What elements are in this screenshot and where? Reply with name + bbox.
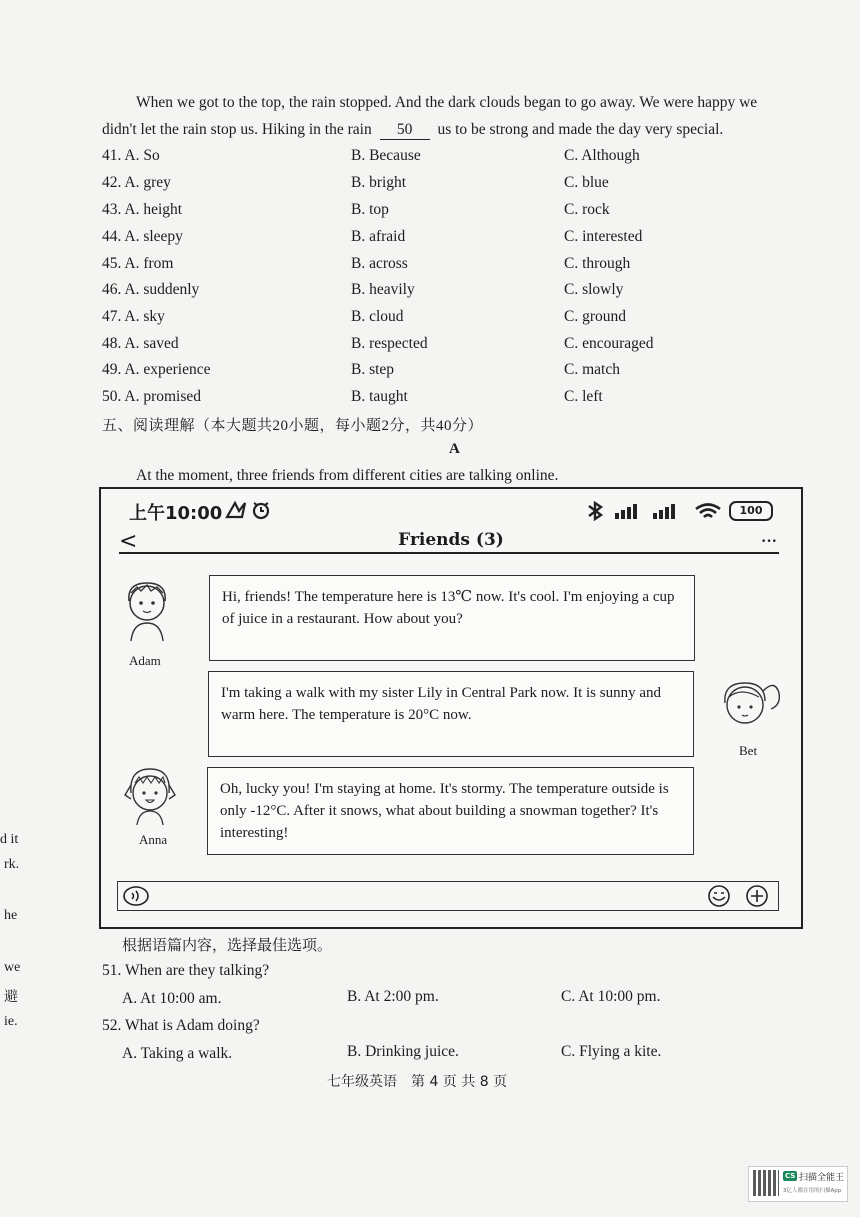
emoji-icon[interactable] [706,884,732,913]
option-b[interactable]: B. taught [351,388,408,405]
status-time: 上午10:00 [129,503,223,524]
option-row [102,174,802,200]
passage-line-2a: didn't let the rain stop us. Hiking in the rain [102,121,372,138]
voice-icon[interactable] [122,885,150,912]
option-a[interactable]: 45. A. from [102,255,174,272]
option-a[interactable]: 42. A. grey [102,174,171,191]
sender-name: Adam [129,653,161,668]
option-b[interactable]: B. step [351,361,395,378]
sender-name: Bet [739,743,758,758]
message-input-bar[interactable] [117,881,779,911]
option-row [102,361,802,387]
message-bubble: I'm taking a walk with my sister Lily in Central Park now. It is sunny and warm here. The temperature is 20°C now. [208,671,694,757]
blank-50: 50 [380,121,430,140]
edge-text: he [4,908,18,923]
passage-line-2b: us to be strong and made the day very special. [437,121,724,138]
chat-screenshot [99,487,803,929]
option-c[interactable]: C. match [564,361,620,378]
option-a[interactable]: 48. A. saved [102,335,179,352]
option-row [102,388,802,414]
section-title: 五、阅读理解（本大题共20小题，每小题2分，共40分） [102,418,484,434]
option-row [102,147,802,173]
option-b[interactable]: B. bright [351,174,407,191]
option-row [102,308,802,334]
option-c[interactable]: C. left [564,388,603,405]
avatar [121,579,173,648]
option-b[interactable]: B. afraid [351,228,406,245]
option-c[interactable]: C. Although [564,147,640,164]
message-bubble: Oh, lucky you! I'm staying at home. It's stormy. The temperature outside is only -12°C. After it snows, what about building a snowman together? It's interesting! [207,767,694,855]
option-row [102,201,802,227]
avatar [715,675,783,738]
plus-icon[interactable] [744,884,770,913]
answer-b[interactable]: B. At 2:00 pm. [347,988,439,1005]
option-a[interactable]: 44. A. sleepy [102,228,183,245]
page-footer: 七年级英语 第 4 页 共 8 页 [327,1074,508,1090]
back-button[interactable]: < [119,529,138,554]
option-a[interactable]: 47. A. sky [102,308,165,325]
answer-a[interactable]: A. Taking a walk. [122,1045,233,1062]
option-a[interactable]: 50. A. promised [102,388,202,405]
brand-sub: 3亿人都在用的扫描App [783,1188,842,1194]
answer-c[interactable]: C. At 10:00 pm. [561,988,661,1005]
title-divider [119,552,779,554]
part-label: A [449,441,460,457]
brand-logo: CS [785,1172,796,1180]
option-row [102,255,802,281]
scanner-watermark [748,1166,848,1202]
edge-text: ie. [4,1014,18,1029]
edge-text: rk. [4,857,20,872]
sender-name: Anna [139,832,168,847]
edge-text: we [4,960,21,975]
section-intro: At the moment, three friends from different cities are talking online. [136,467,559,484]
answer-a[interactable]: A. At 10:00 am. [122,990,222,1007]
brand-name: 扫描全能王 [799,1173,845,1183]
option-a[interactable]: 41. A. So [102,147,160,164]
option-c[interactable]: C. blue [564,174,609,191]
edge-text: d it [0,832,19,847]
message-bubble: Hi, friends! The temperature here is 13℃ now. It's cool. I'm enjoying a cup of juice in a restaurant. How about you? [209,575,695,661]
answer-c[interactable]: C. Flying a kite. [561,1043,662,1060]
question-51: 51. When are they talking? [102,962,270,979]
option-c[interactable]: C. ground [564,308,626,325]
option-b[interactable]: B. heavily [351,281,415,298]
option-c[interactable]: C. through [564,255,631,272]
option-b[interactable]: B. across [351,255,408,272]
option-b[interactable]: B. respected [351,335,428,352]
edge-text: 避 [4,990,18,1005]
option-c[interactable]: C. rock [564,201,610,218]
option-row [102,335,802,361]
option-row [102,281,802,307]
passage-text [102,89,814,143]
more-button[interactable]: ··· [761,533,778,550]
alarm-icon [225,499,271,526]
question-52: 52. What is Adam doing? [102,1017,260,1034]
answer-b[interactable]: B. Drinking juice. [347,1043,459,1060]
wifi-icon [693,500,723,527]
option-row [102,228,802,254]
instructions: 根据语篇内容，选择最佳选项。 [122,938,333,954]
option-b[interactable]: B. cloud [351,308,404,325]
bluetooth-icon [585,501,607,526]
chat-title: Friends (3) [398,530,504,550]
option-a[interactable]: 46. A. suddenly [102,281,200,298]
option-c[interactable]: C. slowly [564,281,624,298]
qr-code-icon [753,1170,779,1196]
option-a[interactable]: 43. A. height [102,201,183,218]
passage-line-1: When we got to the top, the rain stopped. And the dark clouds began to go away. We were happy we [136,94,758,111]
option-c[interactable]: C. encouraged [564,335,654,352]
option-b[interactable]: B. top [351,201,389,218]
option-a[interactable]: 49. A. experience [102,361,211,378]
option-b[interactable]: B. Because [351,147,421,164]
battery-icon: 100 [729,501,773,521]
signal-icon [613,501,693,526]
option-c[interactable]: C. interested [564,228,643,245]
avatar [119,763,181,832]
